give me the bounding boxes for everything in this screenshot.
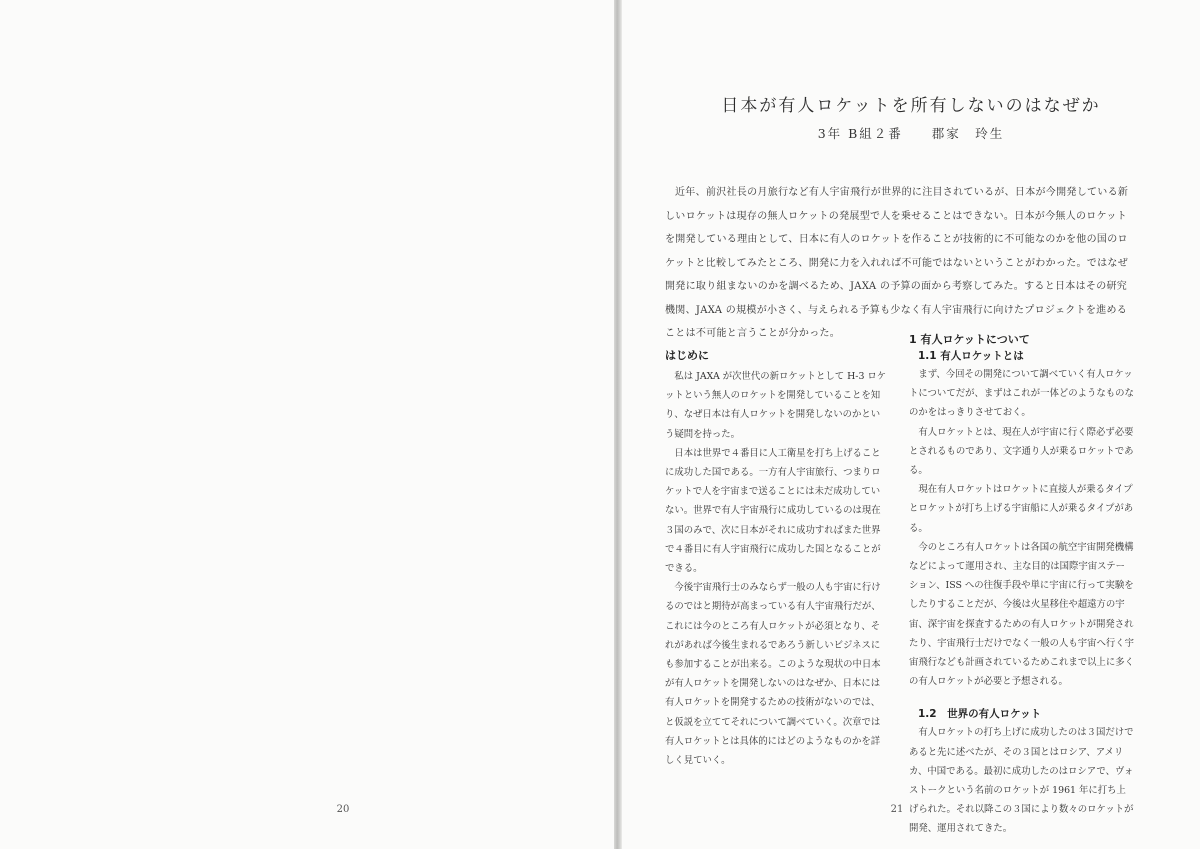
section-1-2-heading: 1.2 世界の有人ロケット xyxy=(918,708,1042,721)
book-gutter xyxy=(614,0,622,849)
intro-paragraph: 日本は世界で４番目に人工衛星を打ち上げることに成功した国である。一方有人宇宙旅行、つまりロケットで人を宇宙まで送ることには未だ成功していない。世界で有人宇宙飛行に成功しているのは現在３国のみで、次に日本がそれに成功すればまた世界で４番目に有人宇宙飛行に成功した国となることができる。 xyxy=(665,447,881,575)
introduction-heading: はじめに xyxy=(665,349,709,362)
abstract: 近年、前沢社長の月旅行など有人宇宙飛行が世界的に注目されているが、日本が今開発している新しいロケットは現存の無人ロケットの発展型で人を乗せることはできない。日本が今無人のロケットを開発している理由として、日本に有人のロケットを作ることが技術的に不可能なのかを他の国のロケットと比較してみたところ、開発に力を入れれば不可能ではないということがわかった。ではなぜ開発に取り組まないのかを調べるため、JAXA の予算の面から考察してみた。すると日本はその研究機関、JAXA の規模が小さく、与えられる予算も少なく有人宇宙飛行に向けたプロジェクトを進めることは不可能と言うことが分かった。 xyxy=(665,187,1129,339)
section-1-1-heading: 1.1 有人ロケットとは xyxy=(918,350,1024,362)
section-1-2-paragraph: 有人ロケットの打ち上げに成功したのは３国だけであると先に述べたが、その３国とはロシア、アメリカ、中国である。最初に成功したのはロシアで、ヴォストークという名前のロケットが 1961 年に打ち上げられた。それ以降この３国により数々のロケットが開発、運用されてきた。 xyxy=(909,727,1134,835)
section-1-1-paragraph: まず、今回その開発について調べていく有人ロケットについてだが、まずはこれが一体どのようなものなのかをはっきりさせておく。 xyxy=(909,369,1134,419)
section-1-1-paragraph: 現在有人ロケットはロケットに直接人が乗るタイプとロケットが打ち上げる宇宙船に人が乗るタイプがある。 xyxy=(909,484,1134,534)
page-number-left: 20 xyxy=(336,804,350,815)
section-1-1-paragraph: 有人ロケットとは、現在人が宇宙に行く際必ず必要とされるものであり、文字通り人が乗るロケットである。 xyxy=(909,426,1134,477)
paper-title: 日本が有人ロケットを所有しないのはなぜか xyxy=(721,96,1101,116)
author-line: 3年 B組２番 郡家 玲生 xyxy=(817,126,1005,141)
intro-paragraph: 今後宇宙飛行士のみならず一般の人も宇宙に行けるのではと期待が高まっている有人宇宙飛行だが、これには今のところ有人ロケットが必須となり、それがあれば今後生まれるであろう新しいビジネスにも参加することが出来る。このような現状の中日本が有人ロケットを開発しないのはなぜか、日本には有人ロケットを開発するための技術がないのでは、と仮説を立ててそれについて調べていく。次章では有人ロケットとは具体的にはどのようなものかを詳しく見ていく。 xyxy=(665,582,881,767)
section-1-1-paragraph: 今のところ有人ロケットは各国の航空宇宙開発機構などによって運用され、主な目的は国際宇宙ステーション、ISS への往復手段や単に宇宙に行って実験をしたりすることだが、今後は火星移住や超遠方の宇宙、深宇宙を探査するための有人ロケットが開発されたり、宇宙飛行士だけでなく一般の人も宇宙へ行く宇宙飛行なども計画されているためこれまで以上に多くの有人ロケットが必要と予想される。 xyxy=(909,541,1135,688)
left-column xyxy=(665,347,888,770)
intro-paragraph: 私は JAXA が次世代の新ロケットとして H-3 ロケットという無人のロケットを開発していることを知り、なぜ日本は有人ロケットを開発しないのかという疑問を持った。 xyxy=(665,371,887,440)
section-1-heading: 1 有人ロケットについて xyxy=(909,333,1030,346)
right-column xyxy=(909,331,1134,839)
page-number-right: 21 xyxy=(890,804,904,815)
